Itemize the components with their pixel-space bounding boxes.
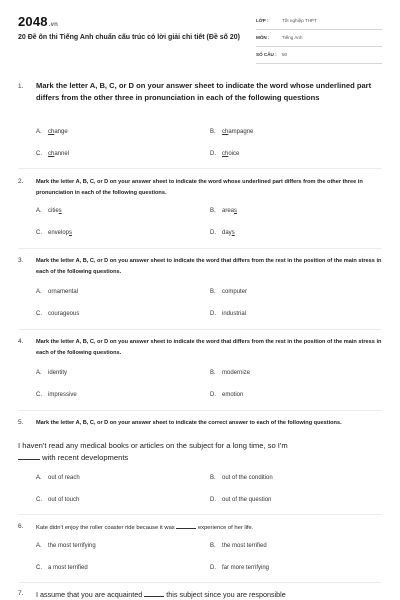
- underlined-part: ch: [48, 151, 55, 157]
- option-letter: D.: [210, 230, 216, 236]
- meta-key: LỚP :: [256, 18, 269, 23]
- option-letter: B.: [210, 543, 216, 549]
- question-text: Mark the letter A, B, C, or D on your answer sheet to indicate the word whose underlined part differs from the other three in pronunciation in each of the following questions.: [36, 179, 363, 196]
- option-2a[interactable]: [36, 208, 62, 214]
- question-text: [36, 522, 382, 533]
- stem-text-a: I haven't read any medical books or articles on the subject for a long time, so I'm: [18, 441, 288, 450]
- option-letter: C.: [36, 311, 42, 317]
- option-word: industrial: [222, 311, 247, 317]
- option-word: day: [222, 230, 232, 236]
- question-stem: [18, 440, 364, 463]
- option-letter: B.: [210, 370, 216, 376]
- option-letter: D.: [210, 311, 216, 317]
- document-header: [18, 12, 382, 60]
- option-word: oice: [228, 151, 240, 157]
- option-word: courageous: [48, 311, 80, 317]
- option-letter: C.: [36, 565, 42, 571]
- question-number: 6.: [18, 523, 24, 530]
- question-text: Mark the letter A, B, C, or D on your answer sheet to indicate the word whose underlined part differs from the other three in pronunciation in each of the following questions: [36, 81, 372, 102]
- question-text: Mark the letter A, B, C, or D on your answer sheet to indicate the correct answer to each of the following questions.: [36, 420, 342, 426]
- option-4b[interactable]: [210, 370, 250, 376]
- option-3c[interactable]: [36, 311, 79, 317]
- option-letter: A.: [36, 543, 42, 549]
- meta-value: Tốt nghiệp THPT: [282, 18, 317, 23]
- question-number: 2.: [18, 178, 24, 185]
- option-word: area: [222, 208, 235, 214]
- option-letter: D.: [210, 565, 216, 571]
- option-word: ange: [54, 129, 68, 135]
- divider: [18, 248, 382, 249]
- meta-value: 50: [282, 52, 288, 57]
- option-5a[interactable]: [36, 475, 80, 481]
- option-letter: A.: [36, 370, 42, 376]
- divider: [18, 514, 382, 515]
- answer-blank: [144, 589, 164, 597]
- option-letter: D.: [210, 497, 216, 503]
- meta-key: SỐ CÂU :: [256, 52, 277, 57]
- answer-blank: [176, 522, 196, 529]
- meta-row-subject: [256, 33, 382, 47]
- option-word: out of reach: [48, 475, 80, 481]
- underlined-part: s: [234, 208, 238, 214]
- option-letter: C.: [36, 151, 42, 157]
- divider: [18, 410, 382, 411]
- option-4a[interactable]: [36, 370, 67, 376]
- option-letter: B.: [210, 208, 216, 214]
- option-letter: D.: [210, 392, 216, 398]
- option-1d[interactable]: [210, 151, 239, 157]
- question-number: 4.: [18, 338, 24, 345]
- option-3a[interactable]: [36, 289, 78, 295]
- underlined-part: ch: [222, 129, 229, 135]
- option-6b[interactable]: [210, 543, 267, 549]
- option-letter: D.: [210, 151, 216, 157]
- option-letter: B.: [210, 289, 216, 295]
- question-text: [36, 589, 382, 600]
- option-letter: A.: [36, 129, 42, 135]
- underlined-part: ch: [222, 151, 229, 157]
- option-letter: A.: [36, 289, 42, 295]
- option-word: computer: [222, 289, 248, 295]
- answer-blank: [18, 452, 40, 460]
- option-word: ornamental: [48, 289, 79, 295]
- option-word: far more terrifying: [222, 565, 270, 571]
- option-5c[interactable]: [36, 497, 79, 503]
- question-number: 3.: [18, 257, 24, 264]
- sentence-part-a: Kate didn't enjoy the roller coaster ride because it was: [36, 525, 175, 531]
- option-4d[interactable]: [210, 392, 243, 398]
- logo-ext: .vn: [48, 22, 59, 28]
- option-word: out of the condition: [222, 475, 273, 481]
- option-1a[interactable]: [36, 129, 68, 135]
- option-letter: C.: [36, 230, 42, 236]
- question-number: 1.: [18, 83, 24, 90]
- divider: [18, 168, 382, 169]
- option-word: impressive: [48, 392, 77, 398]
- option-word: out of the question: [222, 497, 272, 503]
- option-word: the most terrifying: [48, 543, 96, 549]
- logo-text: 2048: [18, 14, 48, 29]
- question-number: 7.: [18, 590, 24, 597]
- stem-text-b: with recent developments: [42, 452, 129, 462]
- sentence-part-b: experience of her life.: [197, 525, 254, 531]
- meta-row-count: [256, 50, 382, 64]
- option-letter: A.: [36, 475, 42, 481]
- sentence-part-a: I assume that you are acquainted: [36, 590, 143, 599]
- option-letter: B.: [210, 475, 216, 481]
- divider: [18, 582, 382, 583]
- underlined-part: s: [69, 230, 73, 236]
- question-text: Mark the letter A, B, C, or D on you answer sheet to indicate the word that differs from the rest in the position of the main stress in each of the following questions.: [36, 258, 382, 275]
- option-word: identity: [48, 370, 68, 376]
- option-3d[interactable]: [210, 311, 246, 317]
- underlined-part: s: [58, 208, 62, 214]
- option-word: emotion: [222, 392, 244, 398]
- option-5b[interactable]: [210, 475, 273, 481]
- option-1b[interactable]: [210, 129, 253, 135]
- option-6d[interactable]: [210, 565, 269, 571]
- option-word: the most terrified: [222, 543, 267, 549]
- underlined-part: s: [231, 230, 235, 236]
- option-2d[interactable]: [210, 230, 235, 236]
- option-word: envelop: [48, 230, 70, 236]
- option-6a[interactable]: [36, 543, 96, 549]
- option-word: ampagne: [228, 129, 254, 135]
- meta-key: MÔN :: [256, 35, 270, 40]
- question-text: Mark the letter A, B, C, or D on you answer sheet to indicate the word that differs from the rest in the position of the main stress in each of the following questions.: [36, 339, 382, 356]
- option-4c[interactable]: [36, 392, 77, 398]
- document-title: 20 Đề ôn thi Tiếng Anh chuẩn cấu trúc có lời giải chi tiết (Đề số 20): [18, 34, 241, 41]
- option-word: out of touch: [48, 497, 80, 503]
- question-number: 5.: [18, 419, 24, 426]
- meta-row-class: [256, 16, 382, 30]
- divider: [18, 329, 382, 330]
- option-6c[interactable]: [36, 565, 88, 571]
- option-2b[interactable]: [210, 208, 237, 214]
- sentence-part-b: this subject since you are responsible: [166, 590, 286, 599]
- option-letter: B.: [210, 129, 216, 135]
- underlined-part: ch: [48, 129, 55, 135]
- option-3b[interactable]: [210, 289, 247, 295]
- site-logo[interactable]: [18, 14, 58, 29]
- option-letter: A.: [36, 208, 42, 214]
- option-word: annel: [54, 151, 70, 157]
- option-word: modernize: [222, 370, 251, 376]
- option-letter: C.: [36, 497, 42, 503]
- option-1c[interactable]: [36, 151, 69, 157]
- meta-table: [256, 16, 382, 67]
- option-5d[interactable]: [210, 497, 271, 503]
- option-word: a most terrified: [48, 565, 88, 571]
- option-2c[interactable]: [36, 230, 72, 236]
- option-letter: C.: [36, 392, 42, 398]
- option-word: citie: [48, 208, 59, 214]
- meta-value: Tiếng Anh: [282, 35, 303, 40]
